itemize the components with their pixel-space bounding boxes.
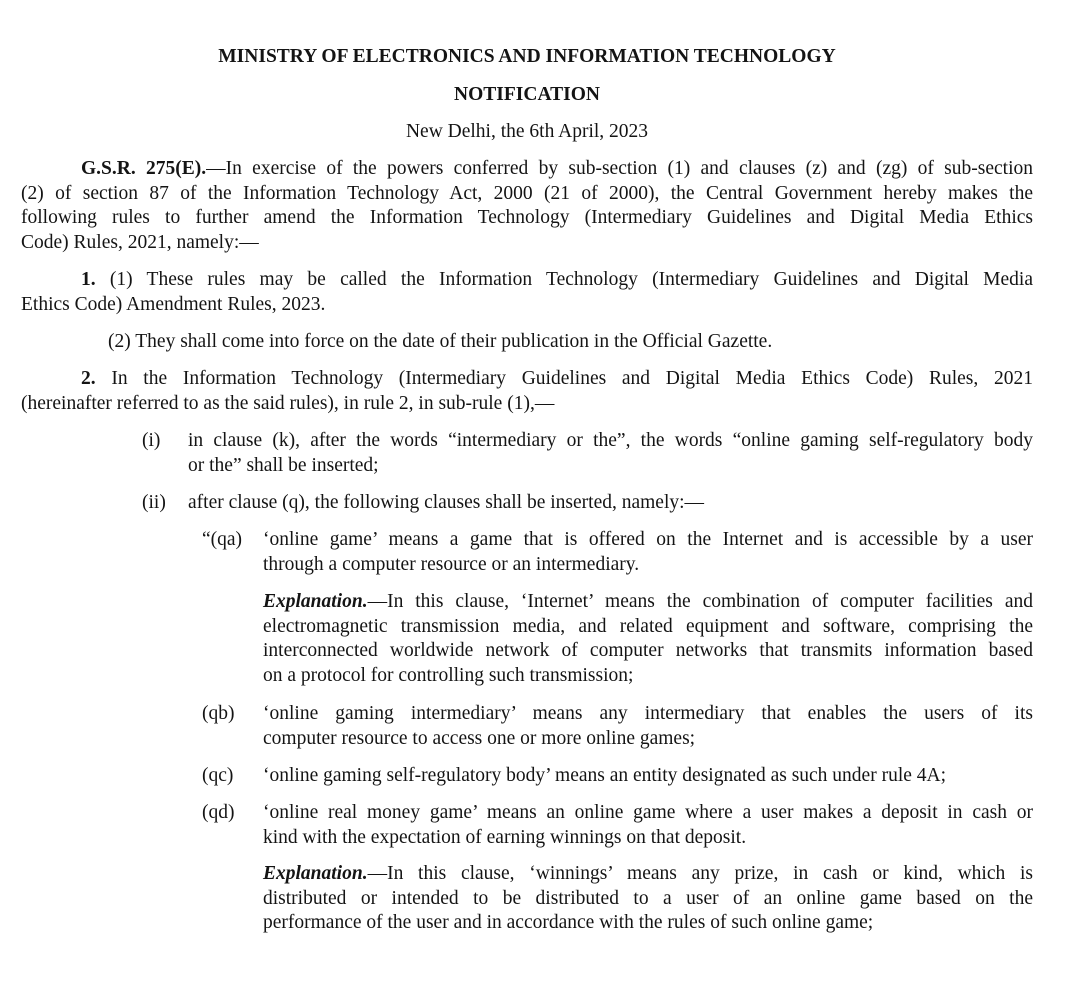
place-date: New Delhi, the 6th April, 2023 [405, 121, 649, 142]
rule-2-line-1: 2. In the Information Technology (Intermediary Guidelines and Digital Media Ethics Code) Rules, 2021 [81, 368, 1033, 389]
clause-qc-text: ‘online gaming self-regulatory body’ means an entity designated as such under rule 4A; [263, 765, 947, 786]
clause-qd-marker: (qd) [202, 802, 235, 823]
clause-qa-explanation: Explanation.—In this clause, ‘Internet’ means the combination of computer facilities and electromagnetic transmission media, and related equipment and software, comprising the interconnected worldwide network of computer networks that transmits information based on a protocol for controlling such transmission; [263, 591, 1033, 686]
clause-qb-text: ‘online gaming intermediary’ means any intermediary that enables the users of its computer resource to access one or more online games; [263, 703, 1033, 749]
rule-1-number: 1. [81, 269, 96, 290]
item-ii-text: after clause (q), the following clauses shall be inserted, namely:— [188, 492, 705, 513]
gsr-reference: G.S.R. 275(E). [81, 158, 207, 179]
clause-qa-text: ‘online game’ means a game that is offered on the Internet and is accessible by a user through a computer resource or an intermediary. [263, 529, 1033, 575]
preamble-line-3: following rules to further amend the Information Technology (Intermediary Guidelines and Digital Media Ethics [21, 207, 1033, 228]
rule-1-sub-2: (2) They shall come into force on the date of their publication in the Official Gazette. [108, 331, 773, 352]
rule-1-paragraph [21, 268, 1033, 317]
item-i-marker: (i) [142, 430, 161, 451]
preamble-paragraph [21, 157, 1033, 255]
clause-qb-marker: (qb) [202, 703, 235, 724]
clause-qd-text: ‘online real money game’ means an online game where a user makes a deposit in cash or kind with the expectation of earning winnings on that deposit. [263, 802, 1033, 848]
explanation-label: Explanation. [263, 863, 368, 884]
preamble-line-4: Code) Rules, 2021, namely:— [21, 231, 259, 253]
explanation-label: Explanation. [263, 591, 368, 612]
clause-qa-marker: “(qa) [202, 529, 243, 550]
preamble-line-2: (2) of section 87 of the Information Technology Act, 2000 (21 of 2000), the Central Government hereby makes the [21, 182, 1033, 204]
rule-2-number: 2. [81, 368, 96, 389]
rule-1-line-2: Ethics Code) Amendment Rules, 2023. [21, 293, 326, 315]
item-ii-marker: (ii) [142, 492, 166, 513]
notification-heading: NOTIFICATION [454, 84, 600, 105]
clause-qd-explanation: Explanation.—In this clause, ‘winnings’ means any prize, in cash or kind, which is distributed or intended to be distributed to a user of an online game based on the performance of the user and in accordance with the rules of such online game; [263, 863, 1033, 933]
rule-2-line-2: (hereinafter referred to as the said rules), in rule 2, in sub-rule (1),— [21, 392, 555, 414]
item-i-text: in clause (k), after the words “intermediary or the”, the words “online gaming self-regulatory body or the” shall be inserted; [188, 430, 1033, 476]
rule-1-line-1: 1. (1) These rules may be called the Information Technology (Intermediary Guidelines and Digital Media [81, 269, 1033, 290]
clause-qc-marker: (qc) [202, 765, 234, 786]
ministry-heading: MINISTRY OF ELECTRONICS AND INFORMATION TECHNOLOGY [218, 46, 836, 67]
preamble-line-1: G.S.R. 275(E).—In exercise of the powers conferred by sub-section (1) and clauses (z) and (zg) of sub-section [81, 158, 1033, 179]
rule-2-paragraph [21, 367, 1033, 416]
